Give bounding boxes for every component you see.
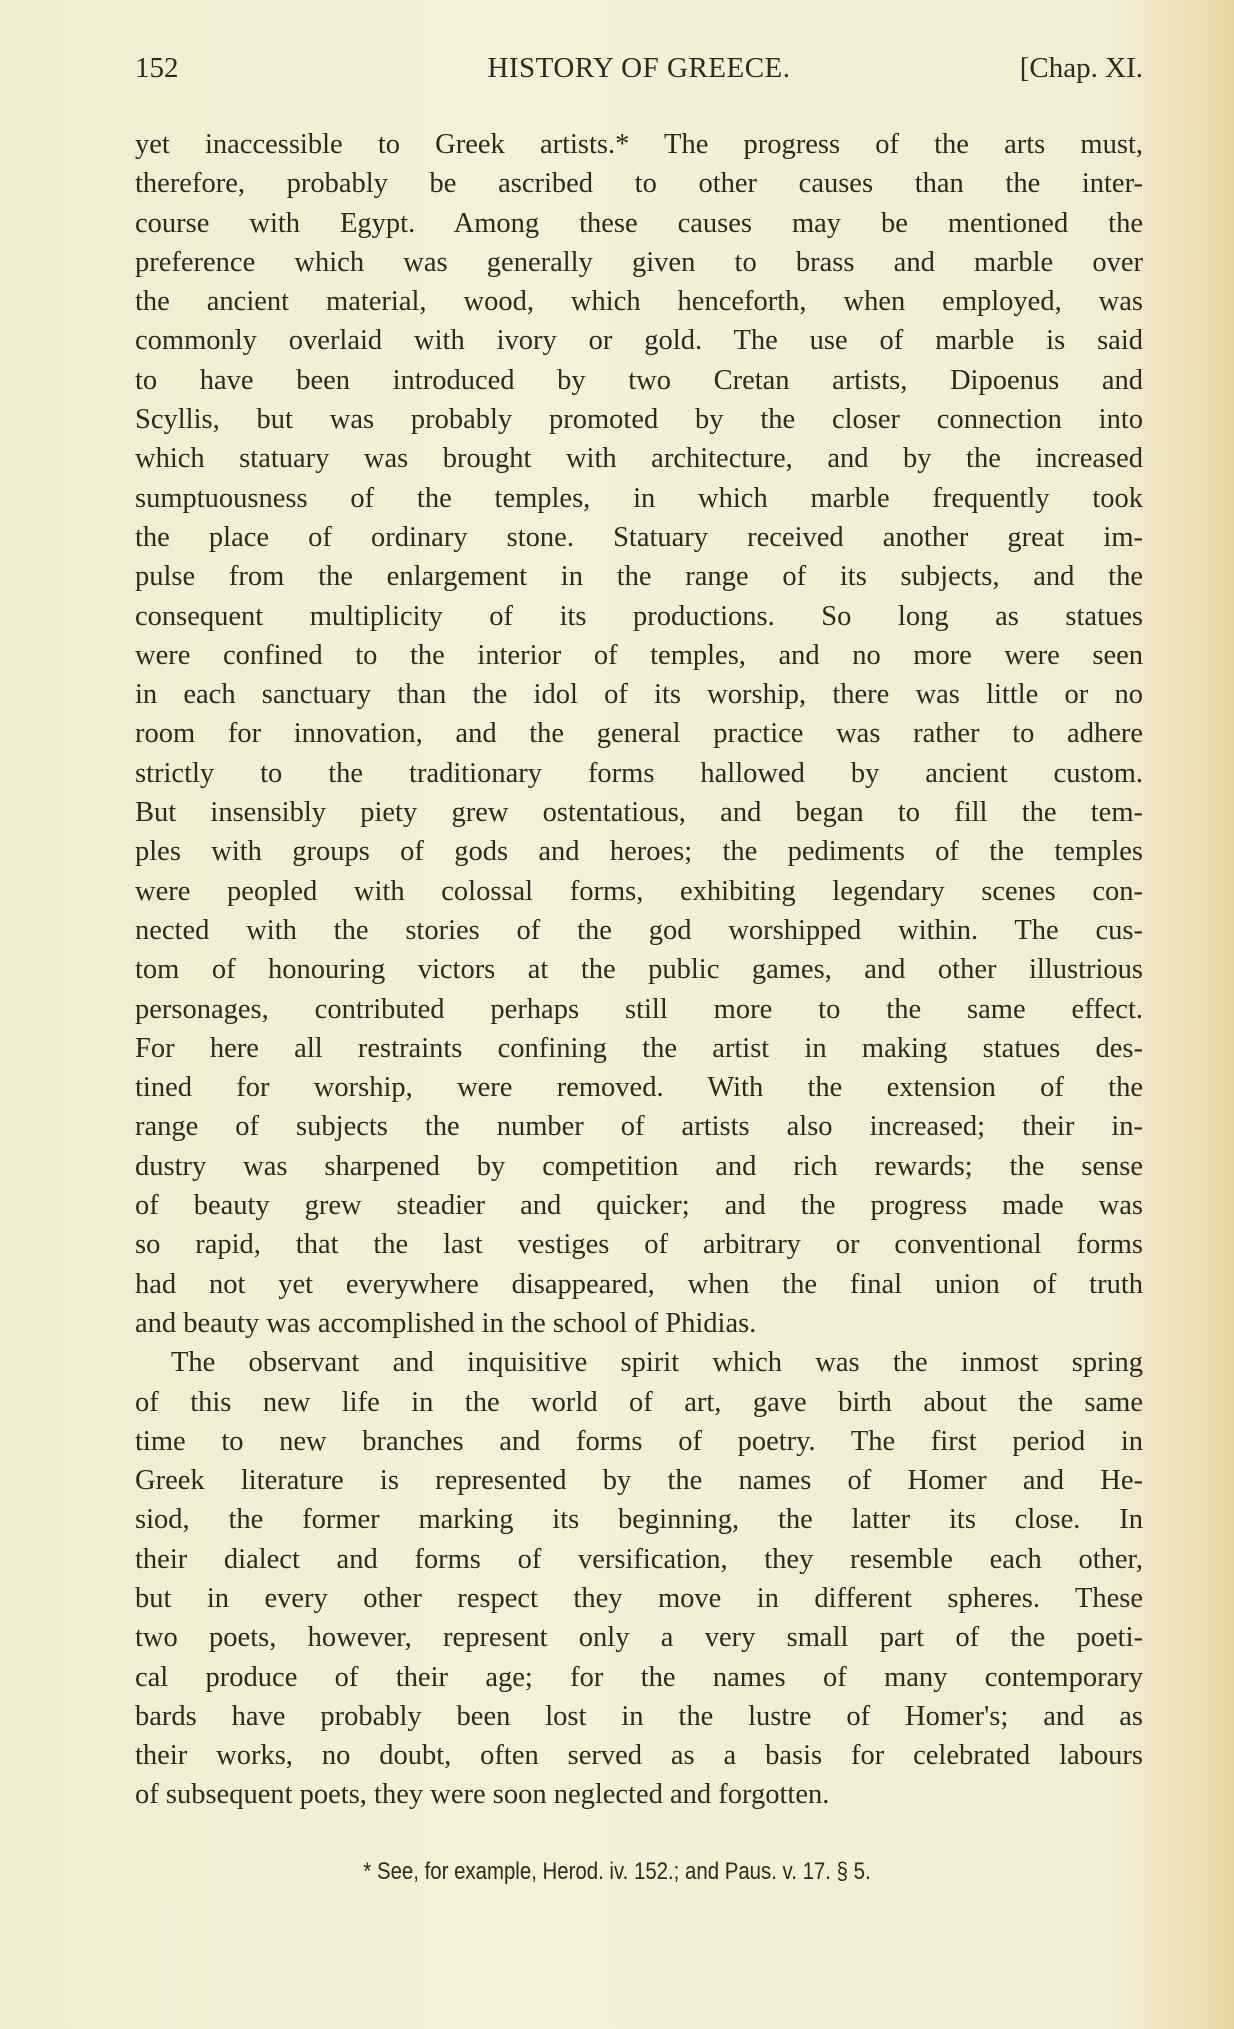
text-line: sumptuousness of the temples, in which marble frequently took [135,482,1143,514]
text-line: For here all restraints confining the artist in making statues des- [135,1032,1143,1064]
text-line: which statuary was brought with architecture, and by the increased [135,443,1143,475]
chapter-label: [Chap. XI. [1019,52,1143,84]
text-line: their works, no doubt, often served as a basis for celebrated labours [135,1740,1143,1772]
text-line: time to new branches and forms of poetry. The first period in [135,1425,1143,1457]
text-line: But insensibly piety grew ostentatious, and began to fill the tem- [135,797,1143,829]
text-line: cal produce of their age; for the names of many contemporary [135,1661,1143,1693]
text-line: of beauty grew steadier and quicker; and the progress made was [135,1190,1143,1222]
text-line: of subsequent poets, they were soon neglected and forgotten. [135,1779,830,1811]
text-line: and beauty was accomplished in the school of Phidias. [135,1307,757,1339]
text-line: therefore, probably be ascribed to other causes than the inter- [135,168,1143,200]
text-line: tined for worship, were removed. With the extension of the [135,1072,1143,1104]
footnote: * See, for example, Herod. iv. 152.; and Paus. v. 17. § 5. [363,1858,871,1885]
text-line: preference which was generally given to brass and marble over [135,246,1143,278]
running-header [135,52,1143,92]
text-line: personages, contributed perhaps still more to the same effect. [135,993,1143,1025]
text-line: bards have probably been lost in the lustre of Homer's; and as [135,1700,1143,1732]
text-line: were peopled with colossal forms, exhibiting legendary scenes con- [135,875,1143,907]
text-line: of this new life in the world of art, gave birth about the same [135,1386,1143,1418]
text-line: course with Egypt. Among these causes may be mentioned the [135,207,1143,239]
body-text [135,125,1143,1815]
text-line: consequent multiplicity of its productions. So long as statues [135,600,1143,632]
text-line: the place of ordinary stone. Statuary received another great im- [135,521,1143,553]
text-line: commonly overlaid with ivory or gold. The use of marble is said [135,325,1143,357]
running-title: HISTORY OF GREECE. [487,52,791,84]
text-line: Scyllis, but was probably promoted by the closer connection into [135,404,1143,436]
text-line: but in every other respect they move in different spheres. These [135,1582,1143,1614]
text-line: their dialect and forms of versification, they resemble each other, [135,1543,1143,1575]
text-line: so rapid, that the last vestiges of arbitrary or conventional forms [135,1229,1143,1261]
text-line: siod, the former marking its beginning, the latter its close. In [135,1504,1143,1536]
page-number: 152 [135,52,179,84]
text-line: were confined to the interior of temples, and no more were seen [135,639,1143,671]
text-line: yet inaccessible to Greek artists.* The progress of the arts must, [135,129,1143,160]
text-line: strictly to the traditionary forms hallowed by ancient custom. [135,757,1143,789]
text-line: The observant and inquisitive spirit which was the inmost spring [171,1347,1143,1379]
text-line: dustry was sharpened by competition and rich rewards; the sense [135,1150,1143,1182]
text-line: had not yet everywhere disappeared, when the final union of truth [135,1268,1143,1300]
text-line: room for innovation, and the general practice was rather to adhere [135,718,1143,750]
text-line: range of subjects the number of artists also increased; their in- [135,1111,1143,1143]
text-line: tom of honouring victors at the public games, and other illustrious [135,954,1143,986]
text-line: to have been introduced by two Cretan artists, Dipoenus and [135,364,1143,396]
text-line: nected with the stories of the god worshipped within. The cus- [135,914,1143,946]
text-line: two poets, however, represent only a very small part of the poeti- [135,1622,1143,1654]
text-line: ples with groups of gods and heroes; the pediments of the temples [135,836,1143,868]
text-line: the ancient material, wood, which henceforth, when employed, was [135,286,1143,318]
text-line: in each sanctuary than the idol of its worship, there was little or no [135,679,1143,711]
text-line: pulse from the enlargement in the range of its subjects, and the [135,561,1143,593]
text-line: Greek literature is represented by the names of Homer and He- [135,1465,1143,1497]
